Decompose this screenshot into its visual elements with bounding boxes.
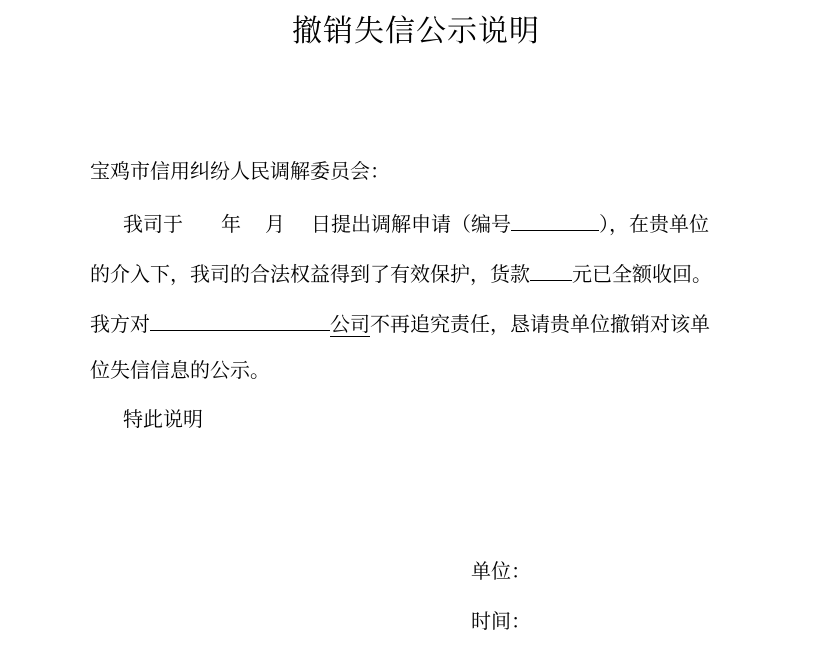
application-text: 日提出调解申请（编号 — [311, 212, 511, 236]
paragraph-line-1 — [123, 206, 709, 239]
protection-text: 的介入下，我司的合法权益得到了有效保护，货款 — [90, 262, 530, 286]
company-suffix: 公司 — [330, 312, 370, 336]
document-title: 撤销失信公示说明 — [292, 14, 540, 49]
statement-continue: ），在贵单位 — [599, 212, 709, 236]
closing-statement: 特此说明 — [123, 407, 203, 431]
month-label: 月 — [265, 212, 285, 236]
addressee: 宝鸡市信用纠纷人民调解委员会： — [90, 159, 390, 183]
recovered-text: 元已全额收回。 — [572, 262, 712, 286]
paragraph-line-3 — [90, 306, 710, 339]
paragraph-line-4: 位失信信息的公示。 — [90, 358, 270, 382]
payment-amount-blank — [530, 256, 572, 281]
signature-time-label: 时间： — [471, 609, 531, 633]
statement-start: 我司于 — [123, 212, 183, 236]
party-text: 我方对 — [90, 312, 150, 336]
request-text: 不再追究责任，恳请贵单位撤销对该单 — [370, 312, 710, 336]
company-name-blank — [150, 306, 330, 331]
application-number-blank — [511, 206, 599, 231]
paragraph-line-2 — [90, 256, 712, 289]
signature-unit-label: 单位： — [471, 559, 531, 583]
year-label: 年 — [221, 212, 241, 236]
